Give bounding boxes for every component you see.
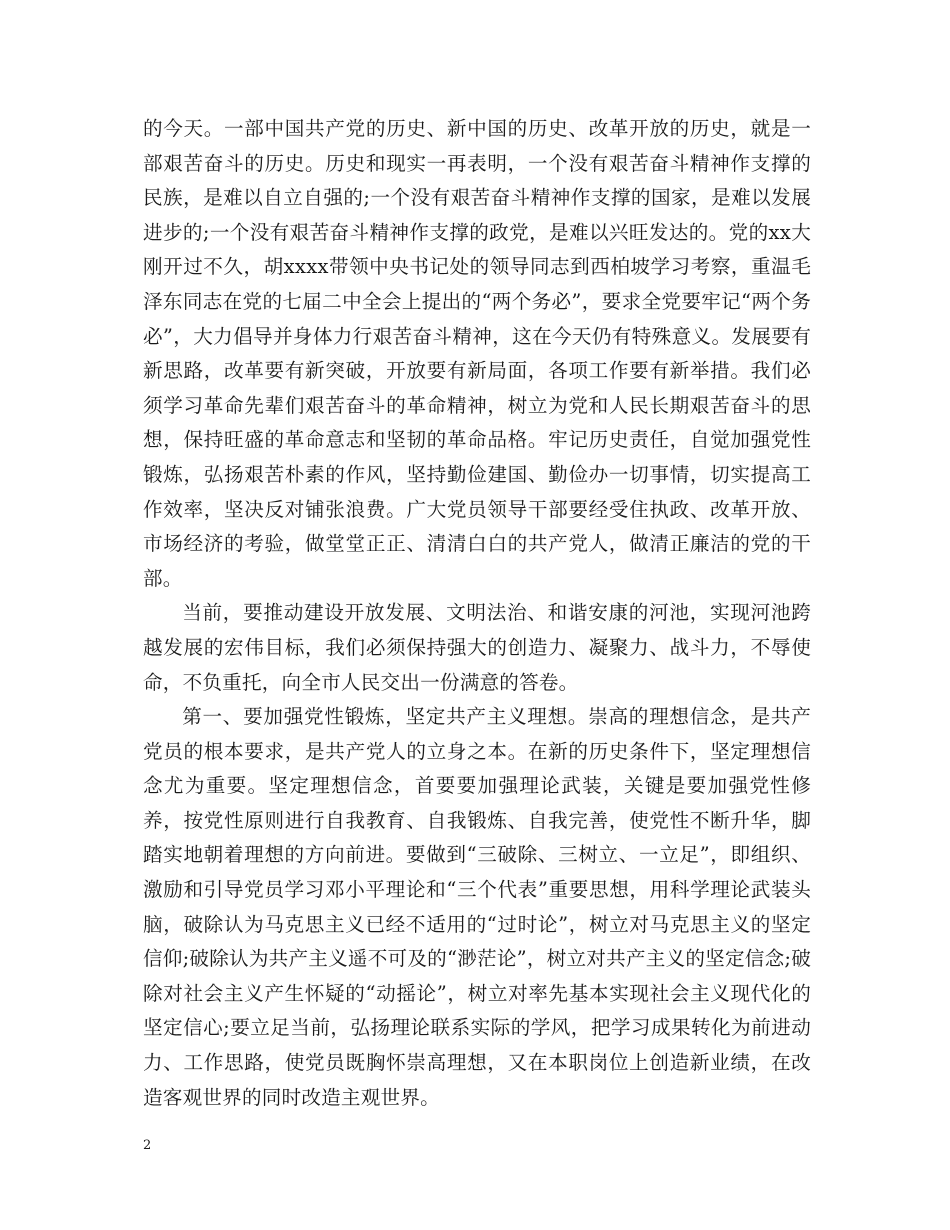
paragraph-1: 的今天。一部中国共产党的历史、新中国的历史、改革开放的历史，就是一部艰苦奋斗的历史。历史和现实一再表明，一个没有艰苦奋斗精神作支撑的民族，是难以自立自强的;一个没有艰苦奋斗精神作支撑的国家，是难以发展进步的;一个没有艰苦奋斗精神作支撑的政党，是难以兴旺发达的。党的xx大刚开过不久，胡xxxx带领中央书记处的领导同志到西柏坡学习考察，重温毛泽东同志在党的七届二中全会上提出的“两个务必”，要求全党要牢记“两个务必”，大力倡导并身体力行艰苦奋斗精神，这在今天仍有特殊意义。发展要有新思路，改革要有新突破，开放要有新局面，各项工作要有新举措。我们必须学习革命先辈们艰苦奋斗的革命精神，树立为党和人民长期艰苦奋斗的思想，保持旺盛的革命意志和坚韧的革命品格。牢记历史责任，自觉加强党性锻炼，弘扬艰苦朴素的作风，坚持勤俭建国、勤俭办一切事情，切实提高工作效率，坚决反对铺张浪费。广大党员领导干部要经受住执政、改革开放、市场经济的考验，做堂堂正正、清清白白的共产党人，做清正廉洁的党的干部。	[143, 117, 811, 590]
document-body	[143, 112, 811, 1115]
paragraph-3: 第一、要加强党性锻炼，坚定共产主义理想。崇高的理想信念，是共产党员的根本要求，是共产党人的立身之本。在新的历史条件下，坚定理想信念尤为重要。坚定理想信念，首要要加强理论武装，关键是要加强党性修养，按党性原则进行自我教育、自我锻炼、自我完善，使党性不断升华，脚踏实地朝着理想的方向前进。要做到“三破除、三树立、一立足”，即组织、激励和引导党员学习邓小平理论和“三个代表”重要思想，用科学理论武装头脑，破除认为马克思主义已经不适用的“过时论”，树立对马克思主义的坚定信仰;破除认为共产主义遥不可及的“渺茫论”，树立对共产主义的坚定信念;破除对社会主义产生怀疑的“动摇论”，树立对率先基本实现社会主义现代化的坚定信心;要立足当前，弘扬理论联系实际的学风，把学习成果转化为前进动力、工作思路，使党员既胸怀崇高理想，又在本职岗位上创造新业绩，在改造客观世界的同时改造主观世界。	[143, 705, 811, 1109]
paragraph-2: 当前，要推动建设开放发展、文明法治、和谐安康的河池，实现河池跨越发展的宏伟目标，我们必须保持强大的创造力、凝聚力、战斗力，不辱使命，不负重托，向全市人民交出一份满意的答卷。	[143, 601, 811, 694]
page-number: 2	[143, 1138, 152, 1153]
